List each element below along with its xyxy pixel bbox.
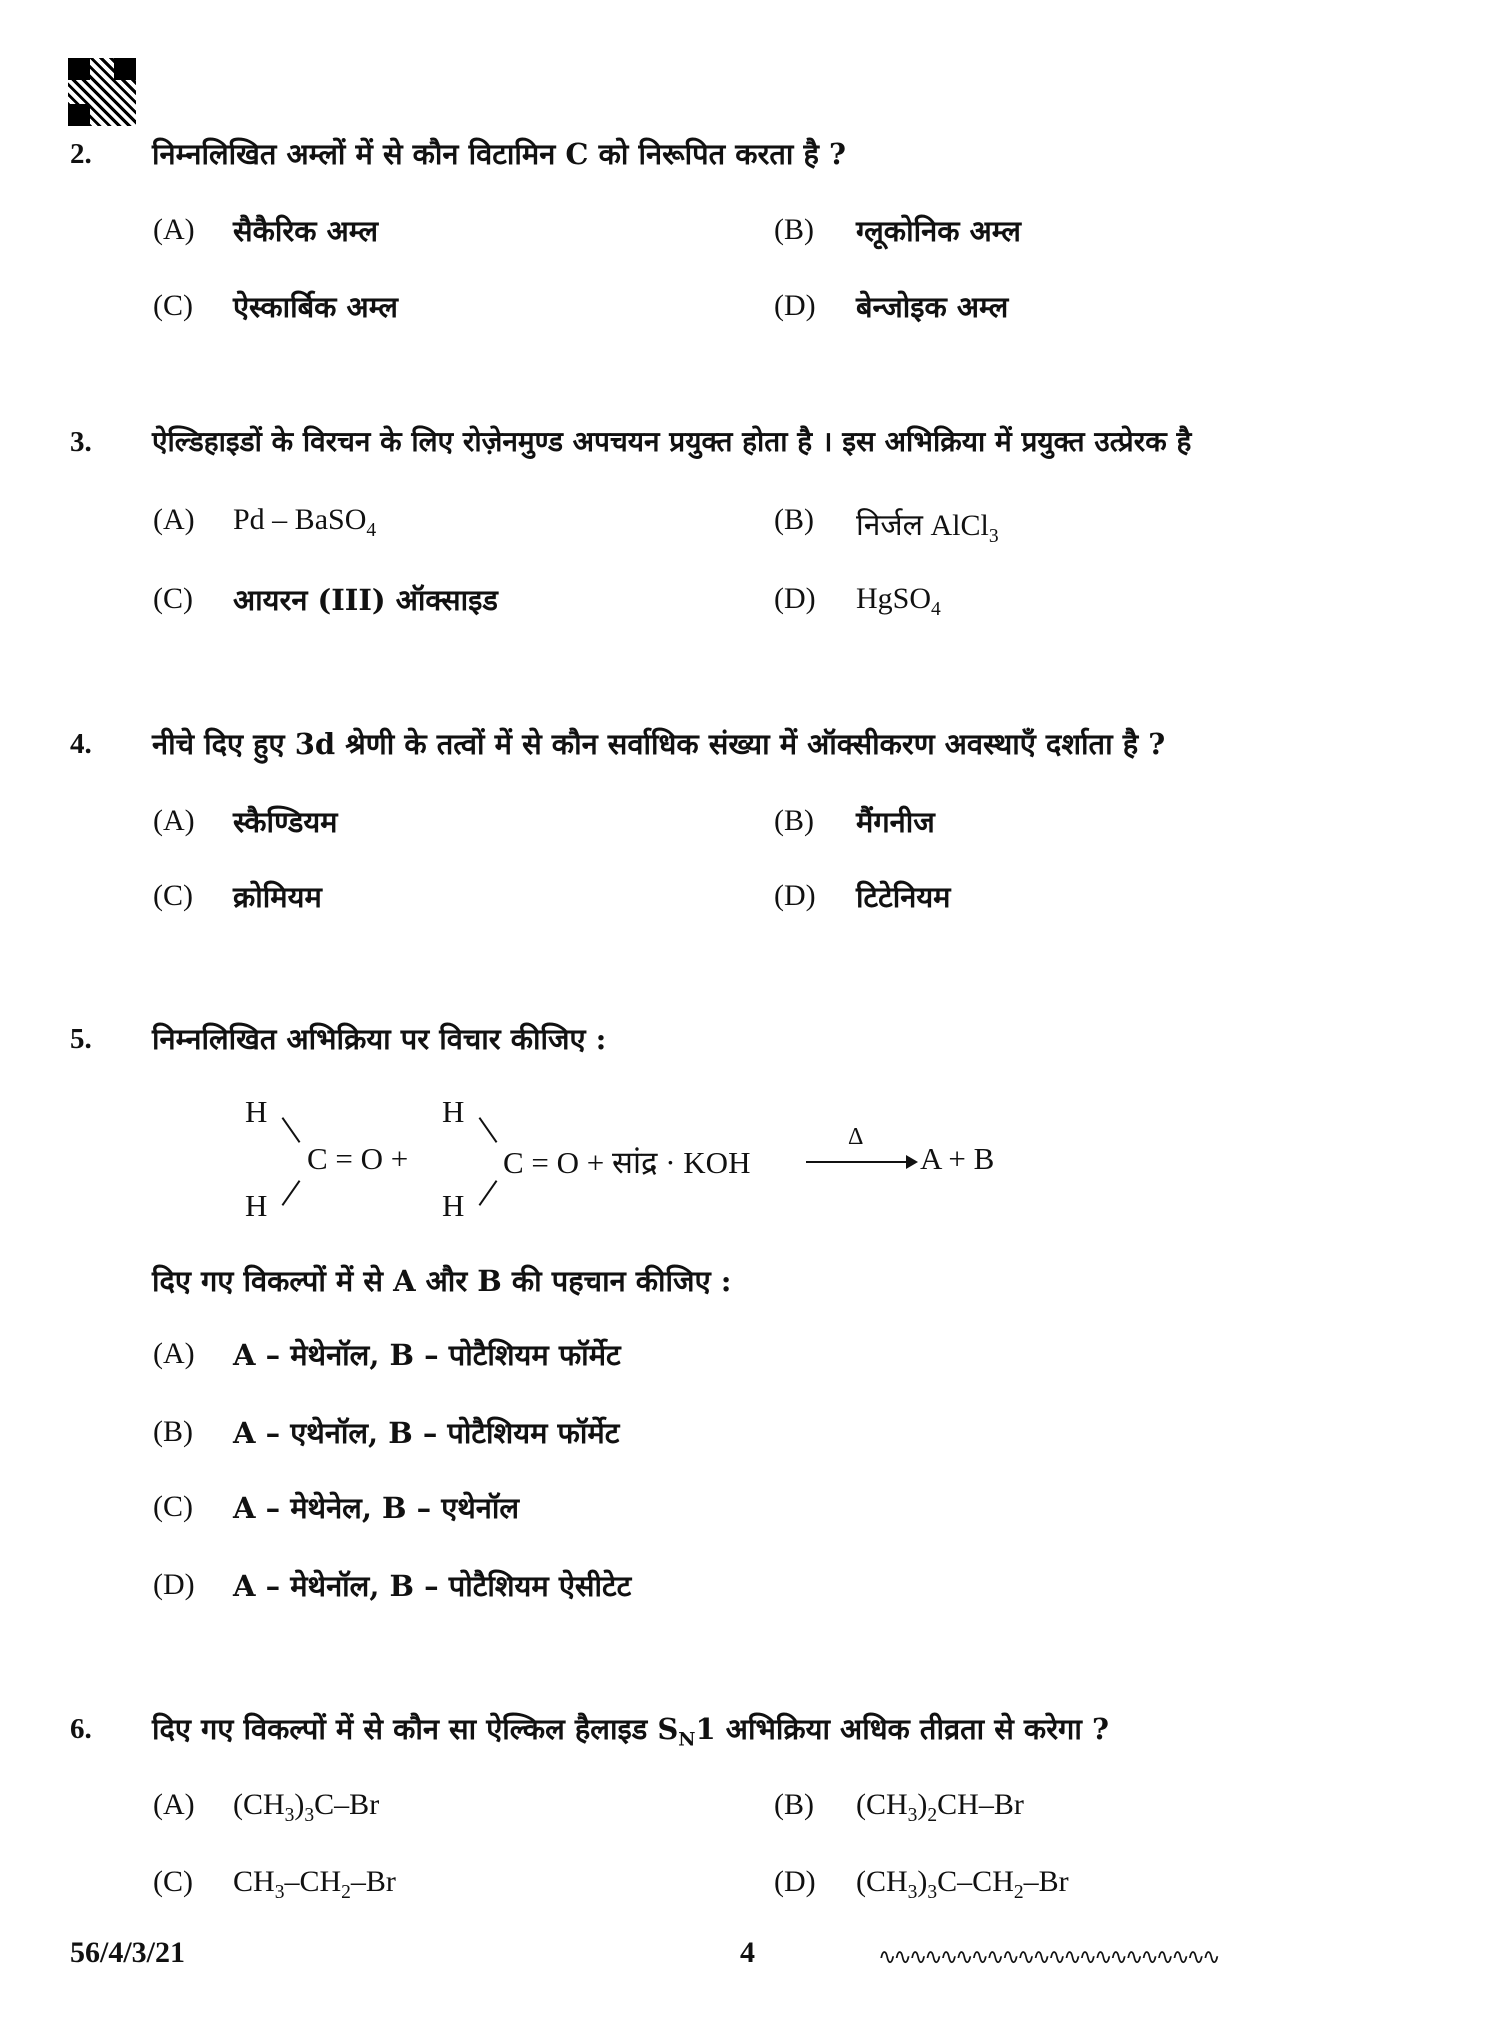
option-label: (D) [774,1865,816,1898]
option-text: $(CH_3)_3C-Br$ [233,1788,380,1826]
option-text: बेन्जोइक अम्ल [856,290,1009,324]
option-label: (D) [774,582,816,615]
option-text: A – मेथेनेल, B – एथेनॉल [233,1491,520,1525]
question-number: 2. [70,138,92,170]
question-number: 5. [70,1023,92,1055]
formula: Pd – BaSO [233,503,367,536]
question-number: 3. [70,426,92,458]
option-text: $(CH_3)_2CH-Br$ [856,1788,1024,1826]
question-prompt: दिए गए विकल्पों में से A और B की पहचान कीजिए : [152,1264,732,1298]
option-label: (A) [153,804,195,837]
question-text-part: दिए गए विकल्पों में से कौन सा ऐल्किल हैलाइड S [152,1712,679,1746]
option-label: (C) [153,582,193,615]
question-text-part: 1 अभिक्रिया अधिक तीव्रता से करेगा ? [695,1712,1109,1746]
option-text: $(CH_3)_3C-CH_2-Br$ [856,1865,1069,1903]
option-label: (C) [153,289,193,322]
subscript: 4 [366,519,377,541]
subscript: N [678,1728,696,1751]
option-label: (B) [774,1788,814,1821]
option-label: (A) [153,503,195,536]
question-text: निम्नलिखित अम्लों में से कौन विटामिन C को निरूपित करता है ? [152,137,846,171]
reactant-1: C = O + [307,1141,409,1176]
option-label: (A) [153,213,195,246]
option-text: ग्लूकोनिक अम्ल [856,214,1021,248]
question-text: ऐल्डिहाइडों के विरचन के लिए रोज़ेनमुण्ड अपचयन प्रयुक्त होता है । इस अभिक्रिया में प्रयुक्त उत्प्रेरक है [152,425,1192,458]
option-text [233,503,376,542]
option-label: (B) [153,1415,193,1448]
bond-line [479,1117,498,1143]
subscript: 4 [931,598,941,620]
option-text [856,582,941,621]
option-text: आयरन (III) ऑक्साइड [233,583,498,617]
option-label: (B) [774,503,814,536]
wavy-line: ∿∿∿∿∿∿∿∿∿∿∿∿∿∿∿∿∿∿∿∿∿∿ [878,1945,1218,1970]
option-label: (A) [153,1337,195,1370]
option-label: (D) [774,289,816,322]
question-text: निम्नलिखित अभिक्रिया पर विचार कीजिए : [152,1022,607,1056]
option-text: A – मेथेनॉल, B – पोटैशियम ऐसीटेट [233,1569,632,1603]
subscript: 3 [988,525,999,547]
option-text: $CH_3-CH_2-Br$ [233,1865,396,1903]
option-text: स्कैण्डियम [233,805,338,839]
formula: HgSO [856,582,932,615]
arrow-head-icon [906,1155,918,1169]
option-label: (B) [774,804,814,837]
option-label: (C) [153,1865,193,1898]
option-label: (C) [153,1490,193,1523]
option-text [856,503,999,548]
question-number: 6. [70,1713,92,1745]
products: A + B [920,1141,995,1176]
question-number: 4. [70,728,92,760]
option-text: A – मेथेनॉल, B – पोटैशियम फॉर्मेट [233,1338,621,1372]
qr-code [68,58,136,126]
reaction-arrow [806,1161,916,1163]
option-text: टिटेनियम [856,880,951,914]
option-label: (C) [153,879,193,912]
page-number: 4 [740,1936,755,1969]
question-text: नीचे दिए हुए 3d श्रेणी के तत्वों में से कौन सर्वाधिक संख्या में ऑक्सीकरण अवस्थाएँ दर्शाता है ? [152,727,1166,761]
option-text: क्रोमियम [233,880,322,914]
hydrogen-atom: H [245,1094,268,1129]
bond-line [282,1180,301,1206]
formula: निर्जल AlCl [856,509,989,542]
bond-line [479,1180,498,1206]
option-label: (D) [774,879,816,912]
hydrogen-atom: H [442,1188,465,1223]
option-text: ऐस्कार्बिक अम्ल [233,290,398,324]
option-label: (A) [153,1788,195,1821]
hydrogen-atom: H [245,1188,268,1223]
bond-line [282,1117,301,1143]
hydrogen-atom: H [442,1094,465,1129]
option-text: मैंगनीज [856,805,935,839]
option-label: (D) [153,1568,195,1601]
paper-code: 56/4/3/21 [70,1936,186,1969]
reactant-2: C = O + सांद्र · KOH [503,1145,751,1180]
option-text: A – एथेनॉल, B – पोटैशियम फॉर्मेट [233,1416,620,1450]
heat-symbol: Δ [848,1124,864,1150]
option-text: सैकैरिक अम्ल [233,214,379,248]
option-label: (B) [774,213,814,246]
question-text [152,1709,1109,1751]
